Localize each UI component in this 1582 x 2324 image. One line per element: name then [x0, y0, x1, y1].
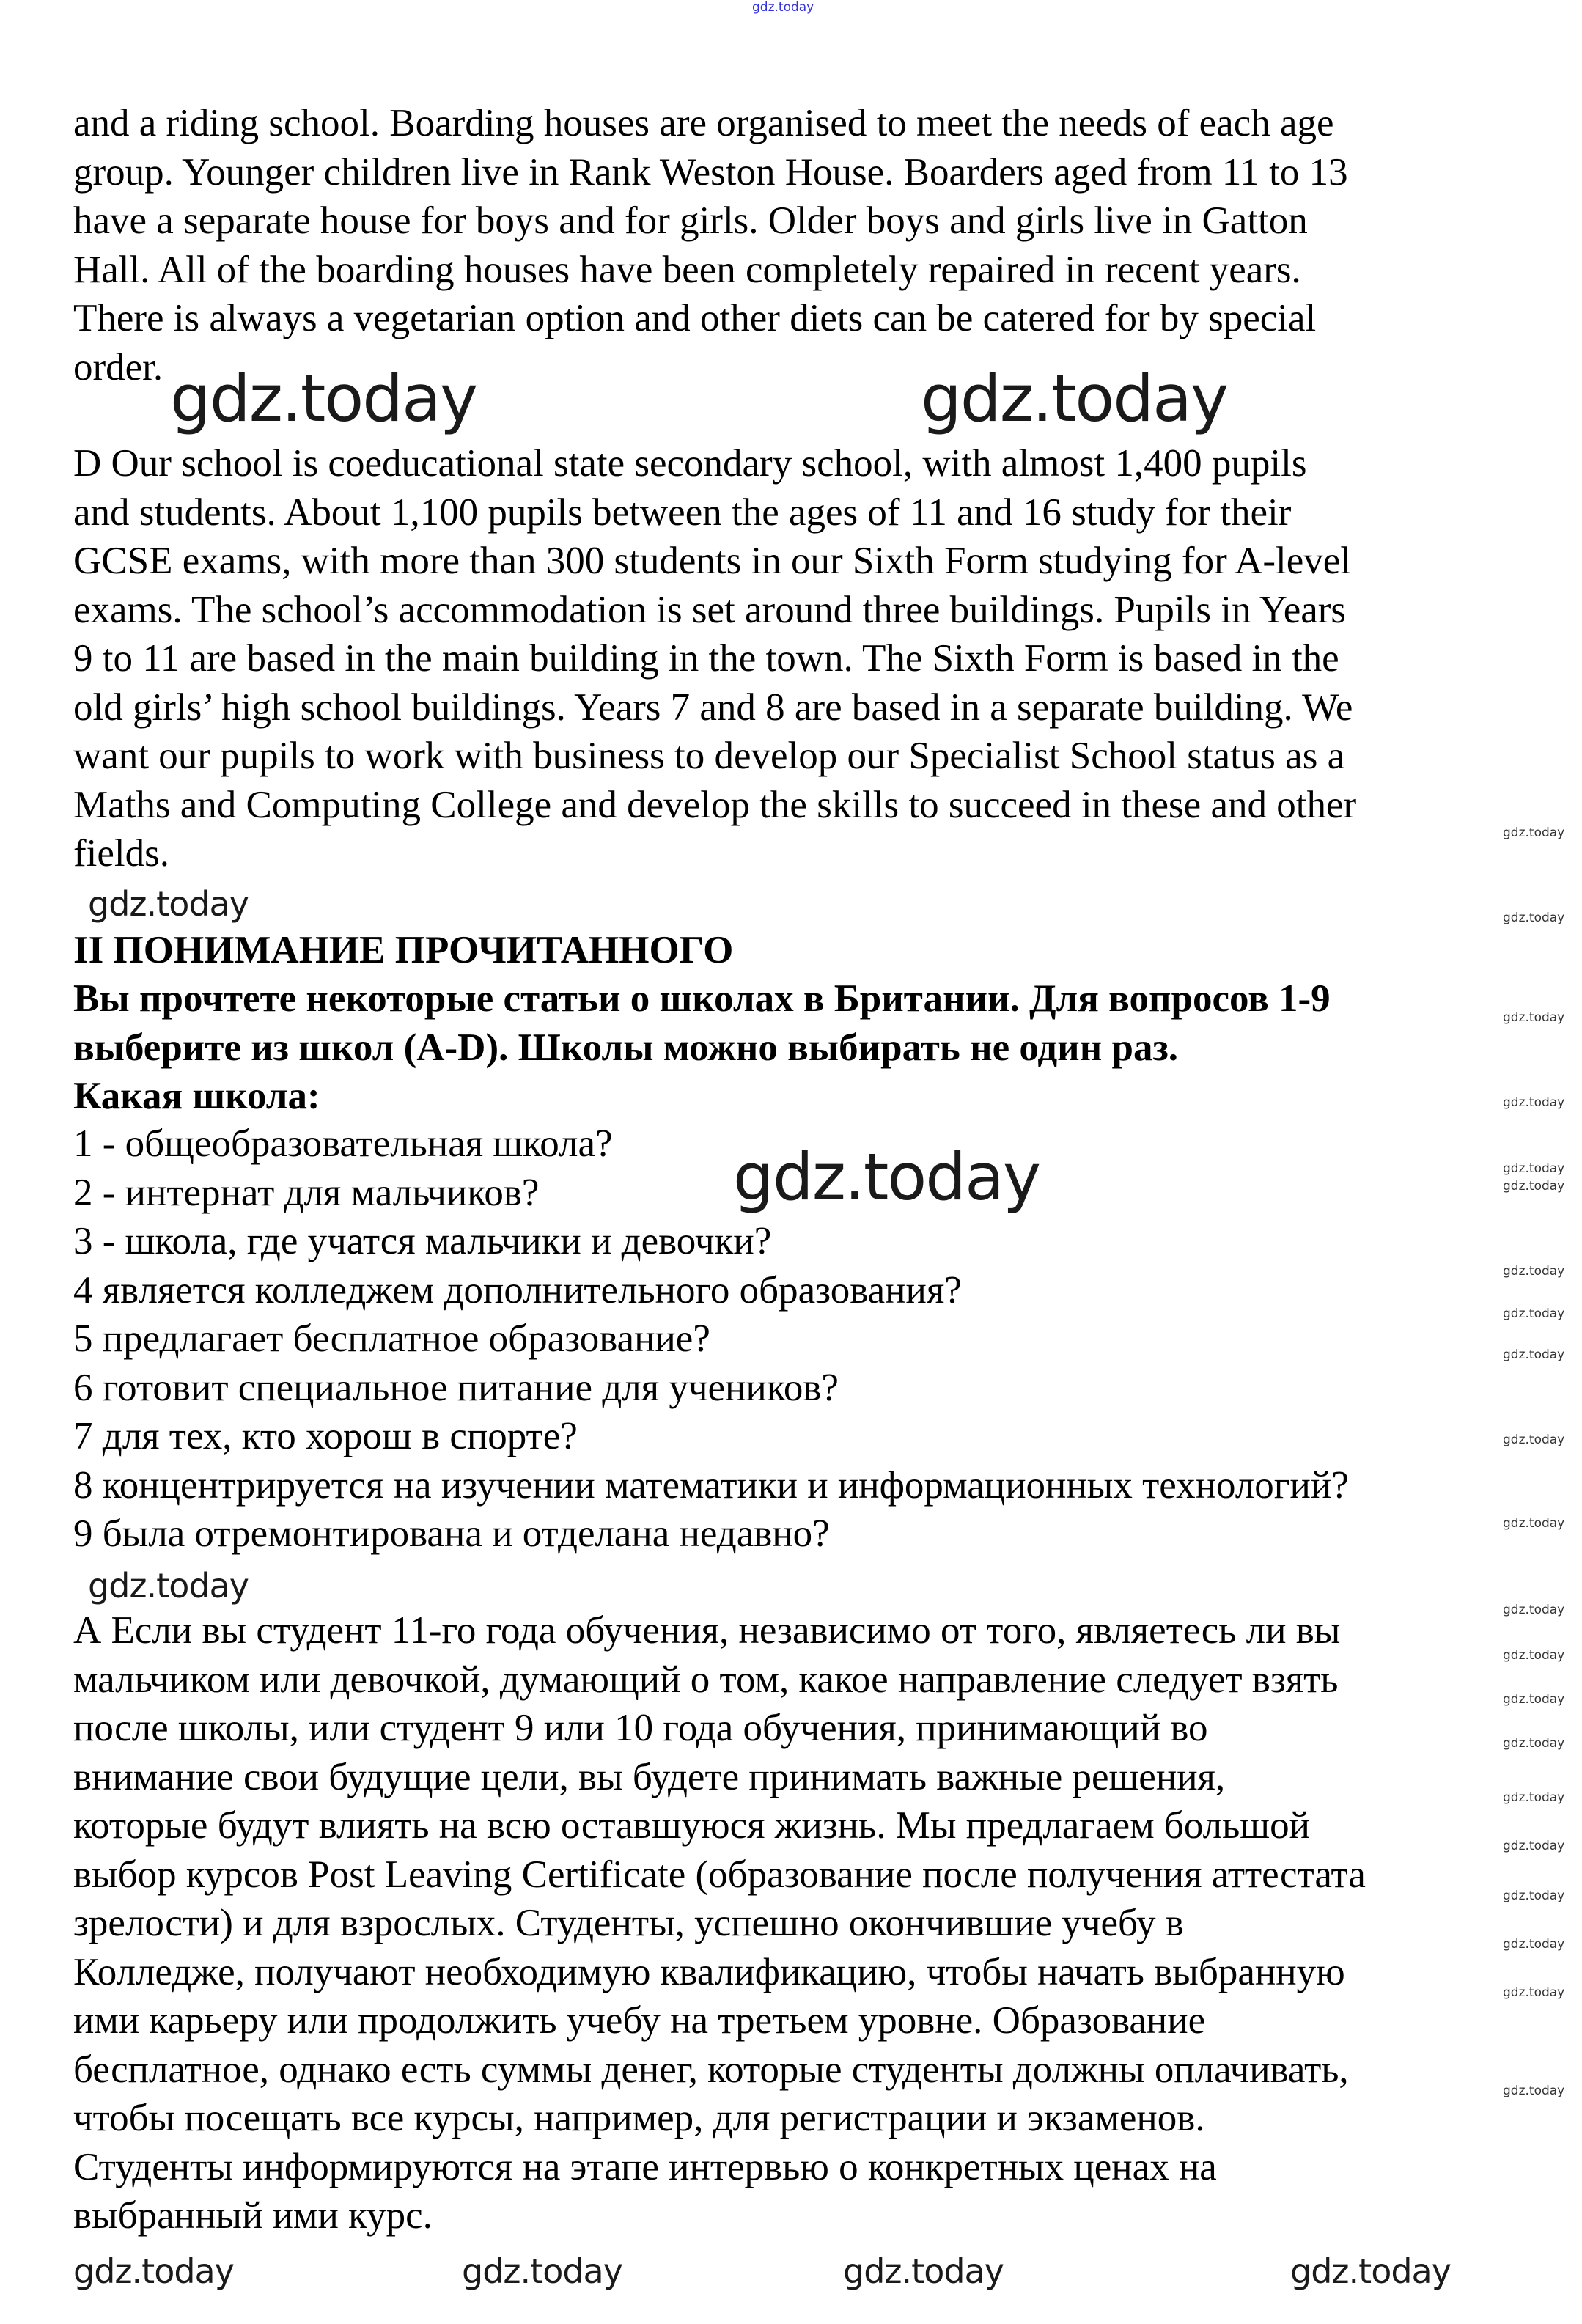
paragraph-a-line: зрелости) и для взрослых. Студенты, успешно окончившие учебу в	[73, 1902, 1184, 1944]
watermark: gdz.today	[1503, 825, 1565, 840]
question-item: 5 предлагает бесплатное образование?	[73, 1317, 710, 1360]
watermark: gdz.today	[1503, 1889, 1565, 1903]
question-item: 1 - общеобразовательная школа?	[73, 1122, 613, 1165]
paragraph-a-line: после школы, или студент 9 или 10 года обучения, принимающий во	[73, 1707, 1208, 1749]
watermark: gdz.today	[921, 361, 1228, 436]
paragraph-a-line: мальчиком или девочкой, думающий о том, какое направление следует взять	[73, 1658, 1339, 1701]
watermark: gdz.today	[1503, 911, 1565, 925]
watermark: gdz.today	[1503, 1179, 1565, 1194]
watermark: gdz.today	[1503, 1264, 1565, 1279]
watermark: gdz.today	[1503, 1937, 1565, 1952]
paragraph-c-line: Hall. All of the boarding houses have been completely repaired in recent years.	[73, 248, 1301, 291]
watermark: gdz.today	[1503, 1095, 1565, 1110]
instruction-line: Какая школа:	[73, 1075, 320, 1117]
question-item: 7 для тех, кто хорош в спорте?	[73, 1415, 578, 1457]
watermark: gdz.today	[1503, 1516, 1565, 1531]
watermark: gdz.today	[1503, 2084, 1565, 2098]
watermark: gdz.today	[1503, 1603, 1565, 1617]
watermark: gdz.today	[1290, 2251, 1451, 2291]
watermark: gdz.today	[1503, 1433, 1565, 1447]
paragraph-a-line: бесплатное, однако есть суммы денег, которые студенты должны оплачивать,	[73, 2048, 1349, 2091]
paragraph-d-line: fields.	[73, 832, 169, 875]
watermark: gdz.today	[1503, 1985, 1565, 2000]
watermark: gdz.today	[1503, 1839, 1565, 1853]
paragraph-a-line: ими карьеру или продолжить учебу на третьем уровне. Образование	[73, 1999, 1206, 2042]
watermark: gdz.today	[1503, 1306, 1565, 1321]
paragraph-d-line: D Our school is coeducational state secondary school, with almost 1,400 pupils	[73, 442, 1307, 485]
paragraph-c-line: have a separate house for boys and for girls. Older boys and girls live in Gatton	[73, 199, 1308, 242]
paragraph-a-line: внимание свои будущие цели, вы будете принимать важные решения,	[73, 1755, 1226, 1798]
section-heading: II ПОНИМАНИЕ ПРОЧИТАННОГО	[73, 929, 734, 971]
question-item: 3 - школа, где учатся мальчики и девочки?	[73, 1220, 772, 1262]
paragraph-c-line: There is always a vegetarian option and other diets can be catered for by special	[73, 297, 1317, 339]
instruction-line: Вы прочтете некоторые статьи о школах в Британии. Для вопросов 1-9	[73, 977, 1331, 1020]
watermark: gdz.today	[88, 1566, 249, 1606]
paragraph-a-line: чтобы посещать все курсы, например, для регистрации и экзаменов.	[73, 2097, 1205, 2139]
paragraph-a-line: которые будут влиять на всю оставшуюся жизнь. Мы предлагаем большой	[73, 1804, 1310, 1847]
watermark: gdz.today	[1503, 1347, 1565, 1362]
paragraph-d-line: Maths and Computing College and develop the skills to succeed in these and other	[73, 783, 1357, 826]
question-item: 4 является колледжем дополнительного образования?	[73, 1268, 962, 1312]
paragraph-a-line: выбранный ими курс.	[73, 2194, 433, 2237]
watermark: gdz.today	[1503, 1736, 1565, 1751]
paragraph-d-line: want our pupils to work with business to develop our Specialist School status as a	[73, 735, 1345, 777]
question-item: 2 - интернат для мальчиков?	[73, 1171, 540, 1214]
paragraph-d-line: GCSE exams, with more than 300 students in our Sixth Form studying for A-level	[73, 540, 1351, 582]
paragraph-a-line: Колледже, получают необходимую квалификацию, чтобы начать выбранную	[73, 1950, 1345, 1993]
paragraph-d-line: and students. About 1,100 pupils between the ages of 11 and 16 study for their	[73, 490, 1292, 534]
paragraph-d-line: old girls’ high school buildings. Years 7 and 8 are based in a separate building. We	[73, 685, 1353, 729]
question-item: 8 концентрируется на изучении математики и информационных технологий?	[73, 1463, 1349, 1507]
paragraph-a-line: Студенты информируются на этапе интервью о конкретных ценах на	[73, 2145, 1217, 2188]
watermark: gdz.today	[752, 0, 814, 15]
paragraph-c-line: order.	[73, 345, 163, 389]
paragraph-a-line: выбор курсов Post Leaving Certificate (образование после получения аттестата	[73, 1853, 1366, 1896]
paragraph-c-line: and a riding school. Boarding houses are organised to meet the needs of each age	[73, 102, 1334, 144]
watermark: gdz.today	[1503, 1010, 1565, 1025]
watermark: gdz.today	[1503, 1161, 1565, 1176]
watermark: gdz.today	[462, 2251, 622, 2291]
watermark: gdz.today	[1503, 1692, 1565, 1707]
watermark: gdz.today	[1503, 1790, 1565, 1805]
paragraph-d-line: 9 to 11 are based in the main building in the town. The Sixth Form is based in the	[73, 637, 1339, 680]
watermark: gdz.today	[1503, 1648, 1565, 1663]
watermark: gdz.today	[88, 884, 249, 924]
watermark: gdz.today	[733, 1139, 1040, 1215]
watermark: gdz.today	[73, 2251, 234, 2291]
paragraph-d-line: exams. The school’s accommodation is set around three buildings. Pupils in Years	[73, 588, 1347, 631]
question-item: 9 была отремонтирована и отделана недавно?	[73, 1512, 830, 1555]
paragraph-c-line: group. Younger children live in Rank Weston House. Boarders aged from 11 to 13	[73, 150, 1348, 194]
paragraph-a-line: А Если вы студент 11-го года обучения, независимо от того, являетесь ли вы	[73, 1609, 1341, 1652]
question-item: 6 готовит специальное питание для учеников?	[73, 1366, 839, 1409]
watermark: gdz.today	[843, 2251, 1004, 2291]
instruction-line: выберите из школ (A-D). Школы можно выбирать не один раз.	[73, 1026, 1179, 1069]
watermark: gdz.today	[170, 361, 477, 436]
